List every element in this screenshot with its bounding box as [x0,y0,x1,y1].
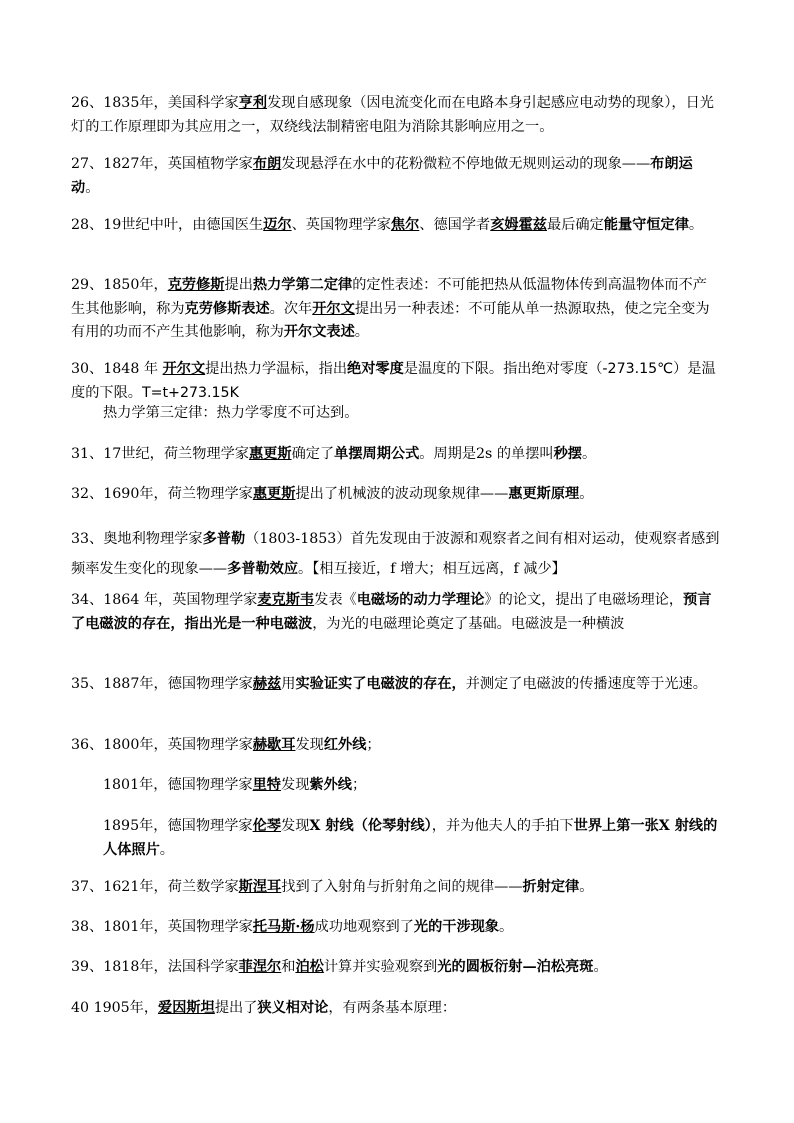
text-segment: 成功地观察到了 [314,919,414,935]
text-segment: 提出另一种表述：不可能从单一热源取热，使之完全变为有用的功而不产生其他影响，称为 [71,300,710,340]
person-name: 焦尔 [390,217,420,233]
text-segment: ，并为他夫人的手拍下 [431,818,574,834]
paragraph-33 [71,524,721,584]
paragraph-36-uv [103,774,721,798]
text-segment: 1895年，德国物理学家 [103,818,253,834]
paragraph-36 [71,734,721,758]
text-segment: 。 [85,179,100,196]
person-name: 麦克斯韦 [257,592,315,608]
text-segment: 、德国学者 [419,217,491,233]
text-segment: 发现自感现象（因电流变化而在电路本身引起感应电动势的现象），日光灯的工作原理即为其应用之一，双绕线法制精密电阻为消除其影响应用之一。 [71,95,714,135]
text-segment: 1801年，德国物理学家 [103,777,253,793]
text-segment: 32、1690年，荷兰物理学家 [71,486,253,502]
text-segment: 。 [582,446,597,462]
text-segment: ，为光的电磁理论奠定了基础。电磁波是一种横波 [312,615,625,632]
key-term: 布朗运动 [71,156,693,196]
text-segment: 34、1864 年，英国物理学家 [71,592,258,608]
person-name: 亨利 [238,95,268,111]
text-segment: 39、1818年，法国科学家 [71,959,239,975]
text-segment: 26、1835年，美国科学家 [71,95,239,111]
key-term: 克劳修斯表述 [184,300,270,317]
text-segment: 提出热力学温标，指出 [205,361,348,377]
person-name: 菲涅尔 [238,959,282,975]
text-segment: 。 [579,879,594,895]
text-segment: 并测定了电磁波的传播速度等于光速。 [465,676,707,692]
text-segment: （1803-1853）首先发现由于波源和观察者之间有相对运动，使观察者感到频率发生变化的现象—— [71,531,720,577]
paragraph-31 [71,443,721,467]
paragraph-34 [71,589,721,636]
key-term: 狭义相对论 [257,1000,329,1016]
paragraph-38 [71,916,721,940]
text-segment: 。 [354,324,369,340]
text-segment: 找到了入射角与折射角之间的规律—— [281,879,523,895]
paragraph-29 [71,274,721,345]
text-segment: 计算并实验观察到 [323,959,438,975]
text-segment: 确定了 [291,446,335,462]
text-segment: 。【相互接近，f 增大；相互远离，f 减少】 [298,561,566,577]
text-segment: 36、1800年，英国物理学家 [71,737,253,753]
paragraph-36-xray [103,815,721,862]
paragraph-28 [71,214,721,238]
paragraph-35 [71,673,721,697]
paragraph-30-law [103,402,721,426]
person-name: 里特 [252,777,281,793]
paragraph-26 [71,92,721,139]
key-term: 秒摆 [553,446,582,462]
key-term: 红外线 [323,737,367,753]
key-term: 惠更斯原理 [508,486,580,502]
person-name: 惠更斯 [248,446,292,462]
text-segment: 30、1848 年 [71,361,163,377]
key-term: 光的干涉现象 [413,919,500,935]
paragraph-30 [71,358,721,405]
person-name: 斯涅耳 [238,879,282,895]
text-segment: 。 [593,959,608,975]
text-segment: 发表《 [314,592,357,608]
text-segment: 38、1801年，英国物理学家 [71,919,253,935]
key-term: 多普勒效应 [227,561,299,577]
key-term: X 射线（伦琴射线） [309,818,432,834]
text-segment: ； [351,777,367,793]
text-segment: 。周期是2s 的单摆叫 [419,446,554,462]
text-segment: 发现 [281,818,310,834]
text-segment: 发现悬浮在水中的花粉微粒不停地做无规则运动的现象—— [281,156,651,172]
text-segment: 、英国物理学家 [291,217,391,233]
text-segment: ，有两条基本原理： [328,1000,457,1016]
paragraph-39 [71,956,721,980]
key-term: 折射定律 [522,879,580,895]
text-segment: 提出了 [214,1000,258,1016]
person-name: 爱因斯坦 [158,1000,215,1016]
key-term: 开尔文表述 [283,324,355,340]
text-segment: 。 [579,486,594,502]
key-term: 能量守恒定律 [603,217,689,233]
key-term: 多普勒 [202,531,246,547]
text-segment: 37、1621年，荷兰数学家 [71,879,239,895]
text-segment: 是温度的下限。指出绝对零度（-273.15℃）是温度的下限。T=t+273.15K [71,361,716,401]
paragraph-40 [71,997,721,1021]
text-segment: 和 [281,959,296,975]
key-term: 热力学第二定律 [252,277,353,293]
person-name: 伦琴 [252,818,281,834]
person-name: 开尔文 [162,361,206,377]
person-name: 惠更斯 [252,486,296,502]
text-segment: 用 [281,676,296,692]
key-term: 实验证实了电磁波的存在， [295,676,466,692]
text-segment: 发现 [295,737,324,753]
key-term: 绝对零度 [347,361,404,377]
paragraph-37 [71,876,721,900]
text-segment: 发现 [281,777,310,793]
person-name: 赫歇耳 [252,737,296,753]
text-segment: 33、奥地利物理学家 [71,531,203,547]
person-name: 布朗 [252,156,282,172]
text-segment: 。次年 [269,300,313,317]
key-term: 单摆周期公式 [334,446,420,462]
text-segment: 最后确定 [547,217,604,233]
key-term: 预言了电磁波的存在，指出光是一种电磁波 [71,592,712,632]
person-name: 克劳修斯 [167,277,225,293]
text-segment: 31、17世纪，荷兰物理学家 [71,446,249,462]
text-segment: ； [366,737,381,753]
text-segment: 35、1887年，德国物理学家 [71,676,253,692]
text-segment: 。 [499,919,514,935]
person-name: 泊松 [295,959,324,975]
paragraph-32 [71,483,721,507]
key-term: 电磁场的动力学理论 [356,592,485,608]
key-term: 紫外线 [309,777,352,793]
text-segment: 27、1827年，英国植物学家 [71,156,253,172]
person-name: 赫兹 [252,676,282,692]
text-segment: 》的论文，提出了电磁场理论， [484,592,684,608]
text-segment: 29、1850年， [71,277,168,293]
paragraph-27 [71,153,721,200]
text-segment: 。 [159,841,174,858]
text-segment: 的定性表述：不可能把热从低温物体传到高温物体而不产生其他影响，称为 [71,277,707,317]
text-segment: 提出了机械波的波动现象规律—— [295,486,509,502]
person-name: 亥姆霍兹 [490,217,547,233]
key-term: 光的圆板衍射—泊松亮斑 [437,959,594,975]
text-segment: 28、19世纪中叶，由德国医生 [71,217,264,233]
text-segment: 40 1905年， [71,1000,159,1016]
text-segment: 提出 [224,277,253,293]
text-segment: 热力学第三定律：热力学零度不可达到。 [103,405,359,421]
person-name: 迈尔 [263,217,292,233]
person-name: 托马斯·杨 [252,919,315,935]
text-segment: 。 [688,217,704,233]
key-term: 世界上第一张X 射线的人体照片 [103,818,718,858]
person-name: 开尔文 [312,300,355,317]
